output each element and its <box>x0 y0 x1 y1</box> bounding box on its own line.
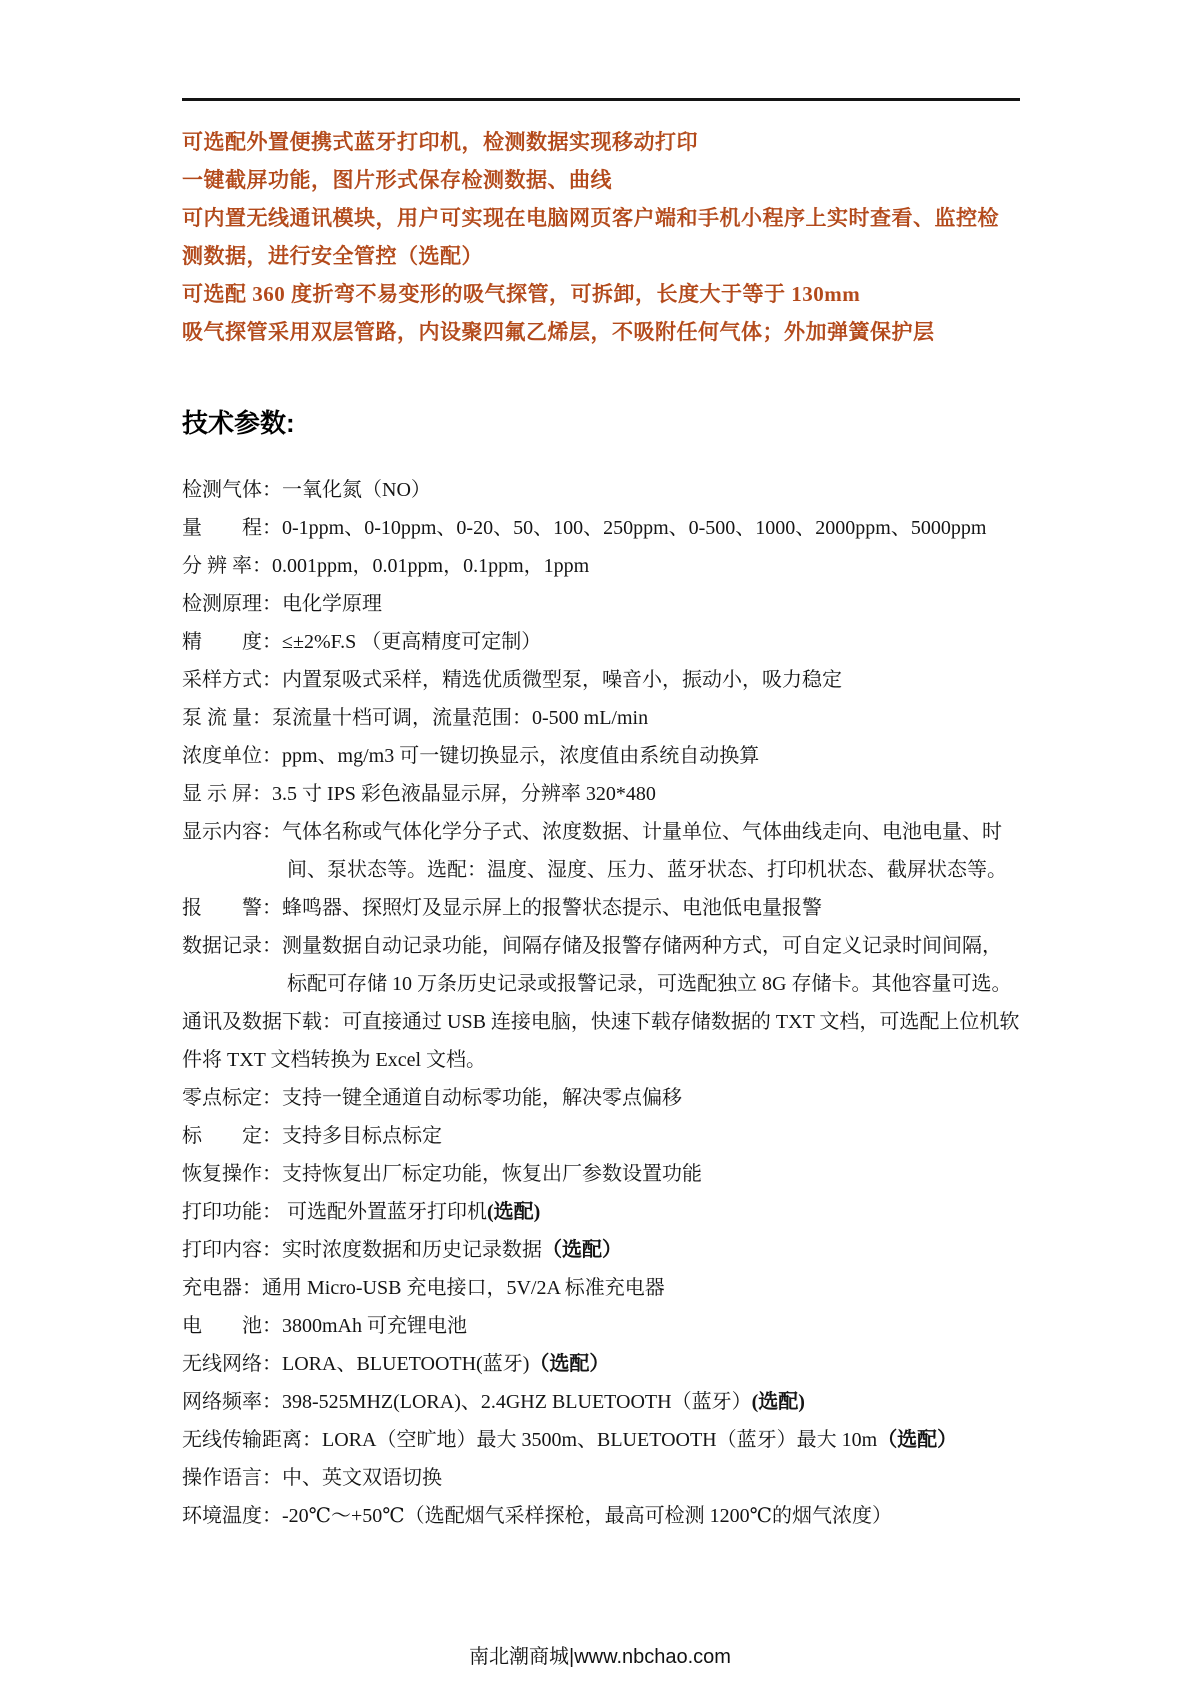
feature-line: 可内置无线通讯模块，用户可实现在电脑网页客户端和手机小程序上实时查看、监控检测数据，进行安全管控（选配） <box>182 206 999 268</box>
spec-text: 网络频率：398-525MHZ(LORA)、2.4GHZ BLUETOOTH（蓝牙） <box>182 1391 752 1413</box>
spec-row-principle <box>182 585 1020 623</box>
spec-text: 打印内容：实时浓度数据和历史记录数据 <box>182 1239 542 1261</box>
spec-row-battery <box>182 1307 1020 1345</box>
spec-row-detected-gas <box>182 471 1020 509</box>
spec-row-zero-calibration <box>182 1079 1020 1117</box>
section-title-technical-parameters: 技术参数: <box>182 408 295 438</box>
spec-row-display-content <box>182 813 1020 889</box>
spec-row-resolution <box>182 547 1020 585</box>
spec-text: 打印功能： 可选配外置蓝牙打印机 <box>182 1201 487 1223</box>
header-divider <box>182 98 1020 101</box>
feature-line: 可选配 360 度折弯不易变形的吸气探管，可拆卸，长度大于等于 130mm <box>182 282 861 306</box>
spec-optional-badge: (选配) <box>751 1391 805 1413</box>
feature-line: 吸气探管采用双层管路，内设聚四氟乙烯层，不吸附任何气体；外加弹簧保护层 <box>182 320 935 344</box>
spec-text: 无线网络：LORA、BLUETOOTH(蓝牙) <box>182 1353 530 1375</box>
spec-text: 分 辨 率：0.001ppm，0.01ppm，0.1ppm，1ppm <box>182 555 590 577</box>
spec-text: 充电器：通用 Micro-USB 充电接口，5V/2A 标准充电器 <box>182 1277 665 1299</box>
spec-text: 量 程：0-1ppm、0-10ppm、0-20、50、100、250ppm、0-500、1000、2000ppm、5000ppm <box>182 517 987 539</box>
feature-highlights-section <box>182 123 1020 351</box>
spec-text: 泵 流 量：泵流量十档可调，流量范围：0-500 mL/min <box>182 707 649 729</box>
spec-row-accuracy <box>182 623 1020 661</box>
spec-list <box>182 471 1020 1535</box>
feature-line: 可选配外置便携式蓝牙打印机，检测数据实现移动打印 <box>182 130 698 154</box>
spec-text: 精 度：≤±2%F.S （更高精度可定制） <box>182 631 542 653</box>
spec-row-transmission-distance <box>182 1421 1020 1459</box>
spec-optional-badge: （选配） <box>529 1353 610 1375</box>
spec-row-print-content <box>182 1231 1020 1269</box>
spec-row-ambient-temperature <box>182 1497 1020 1535</box>
spec-row-sampling <box>182 661 1020 699</box>
spec-row-display <box>182 775 1020 813</box>
page-footer <box>0 1640 1200 1669</box>
spec-text: 显示内容：气体名称或气体化学分子式、浓度数据、计量单位、气体曲线走向、电池电量、时间、泵状态等。选配：温度、湿度、压力、蓝牙状态、打印机状态、截屏状态等。 <box>182 821 1007 881</box>
spec-row-language <box>182 1459 1020 1497</box>
spec-text: 检测气体：一氧化氮（NO） <box>182 479 431 501</box>
footer-text: 南北潮商城|www.nbchao.com <box>469 1646 731 1668</box>
spec-text: 浓度单位：ppm、mg/m3 可一键切换显示，浓度值由系统自动换算 <box>182 745 760 767</box>
spec-text: 恢复操作：支持恢复出厂标定功能，恢复出厂参数设置功能 <box>182 1163 702 1185</box>
spec-row-charger <box>182 1269 1020 1307</box>
spec-text: 采样方式：内置泵吸式采样，精选优质微型泵，噪音小，振动小，吸力稳定 <box>182 669 842 691</box>
spec-text: 检测原理：电化学原理 <box>182 593 382 615</box>
spec-text: 环境温度：-20℃～+50℃（选配烟气采样探枪，最高可检测 1200℃的烟气浓度） <box>182 1505 893 1527</box>
spec-row-wireless-network <box>182 1345 1020 1383</box>
spec-row-unit <box>182 737 1020 775</box>
spec-text: 电 池：3800mAh 可充锂电池 <box>182 1315 467 1337</box>
spec-text: 标 定：支持多目标点标定 <box>182 1125 442 1147</box>
spec-text: 数据记录：测量数据自动记录功能，间隔存储及报警存储两种方式，可自定义记录时间间隔，标配可存储 10 万条历史记录或报警记录，可选配独立 8G 存储卡。其他容量可选。 <box>182 935 1012 995</box>
spec-row-communication <box>182 1003 1020 1079</box>
spec-text: 显 示 屏：3.5 寸 IPS 彩色液晶显示屏，分辨率 320*480 <box>182 783 656 805</box>
spec-row-alarm <box>182 889 1020 927</box>
spec-row-print-function <box>182 1193 1020 1231</box>
spec-row-range <box>182 509 1020 547</box>
spec-optional-badge: （选配） <box>542 1239 622 1261</box>
spec-row-calibration <box>182 1117 1020 1155</box>
spec-row-data-logging <box>182 927 1020 1003</box>
spec-optional-badge: (选配) <box>487 1201 541 1223</box>
spec-text: 零点标定：支持一键全通道自动标零功能，解决零点偏移 <box>182 1087 682 1109</box>
spec-row-pump-flow <box>182 699 1020 737</box>
spec-text: 报 警：蜂鸣器、探照灯及显示屏上的报警状态提示、电池低电量报警 <box>182 897 822 919</box>
spec-text: 无线传输距离：LORA（空旷地）最大 3500m、BLUETOOTH（蓝牙）最大 10m <box>182 1429 878 1451</box>
spec-optional-badge: （选配） <box>877 1429 958 1451</box>
feature-line: 一键截屏功能，图片形式保存检测数据、曲线 <box>182 168 612 192</box>
spec-text: 通讯及数据下载：可直接通过 USB 连接电脑，快速下载存储数据的 TXT 文档，可选配上位机软件将 TXT 文档转换为 Excel 文档。 <box>182 1011 1020 1071</box>
spec-row-restore <box>182 1155 1020 1193</box>
spec-text: 操作语言：中、英文双语切换 <box>182 1467 442 1489</box>
spec-row-network-frequency <box>182 1383 1020 1421</box>
